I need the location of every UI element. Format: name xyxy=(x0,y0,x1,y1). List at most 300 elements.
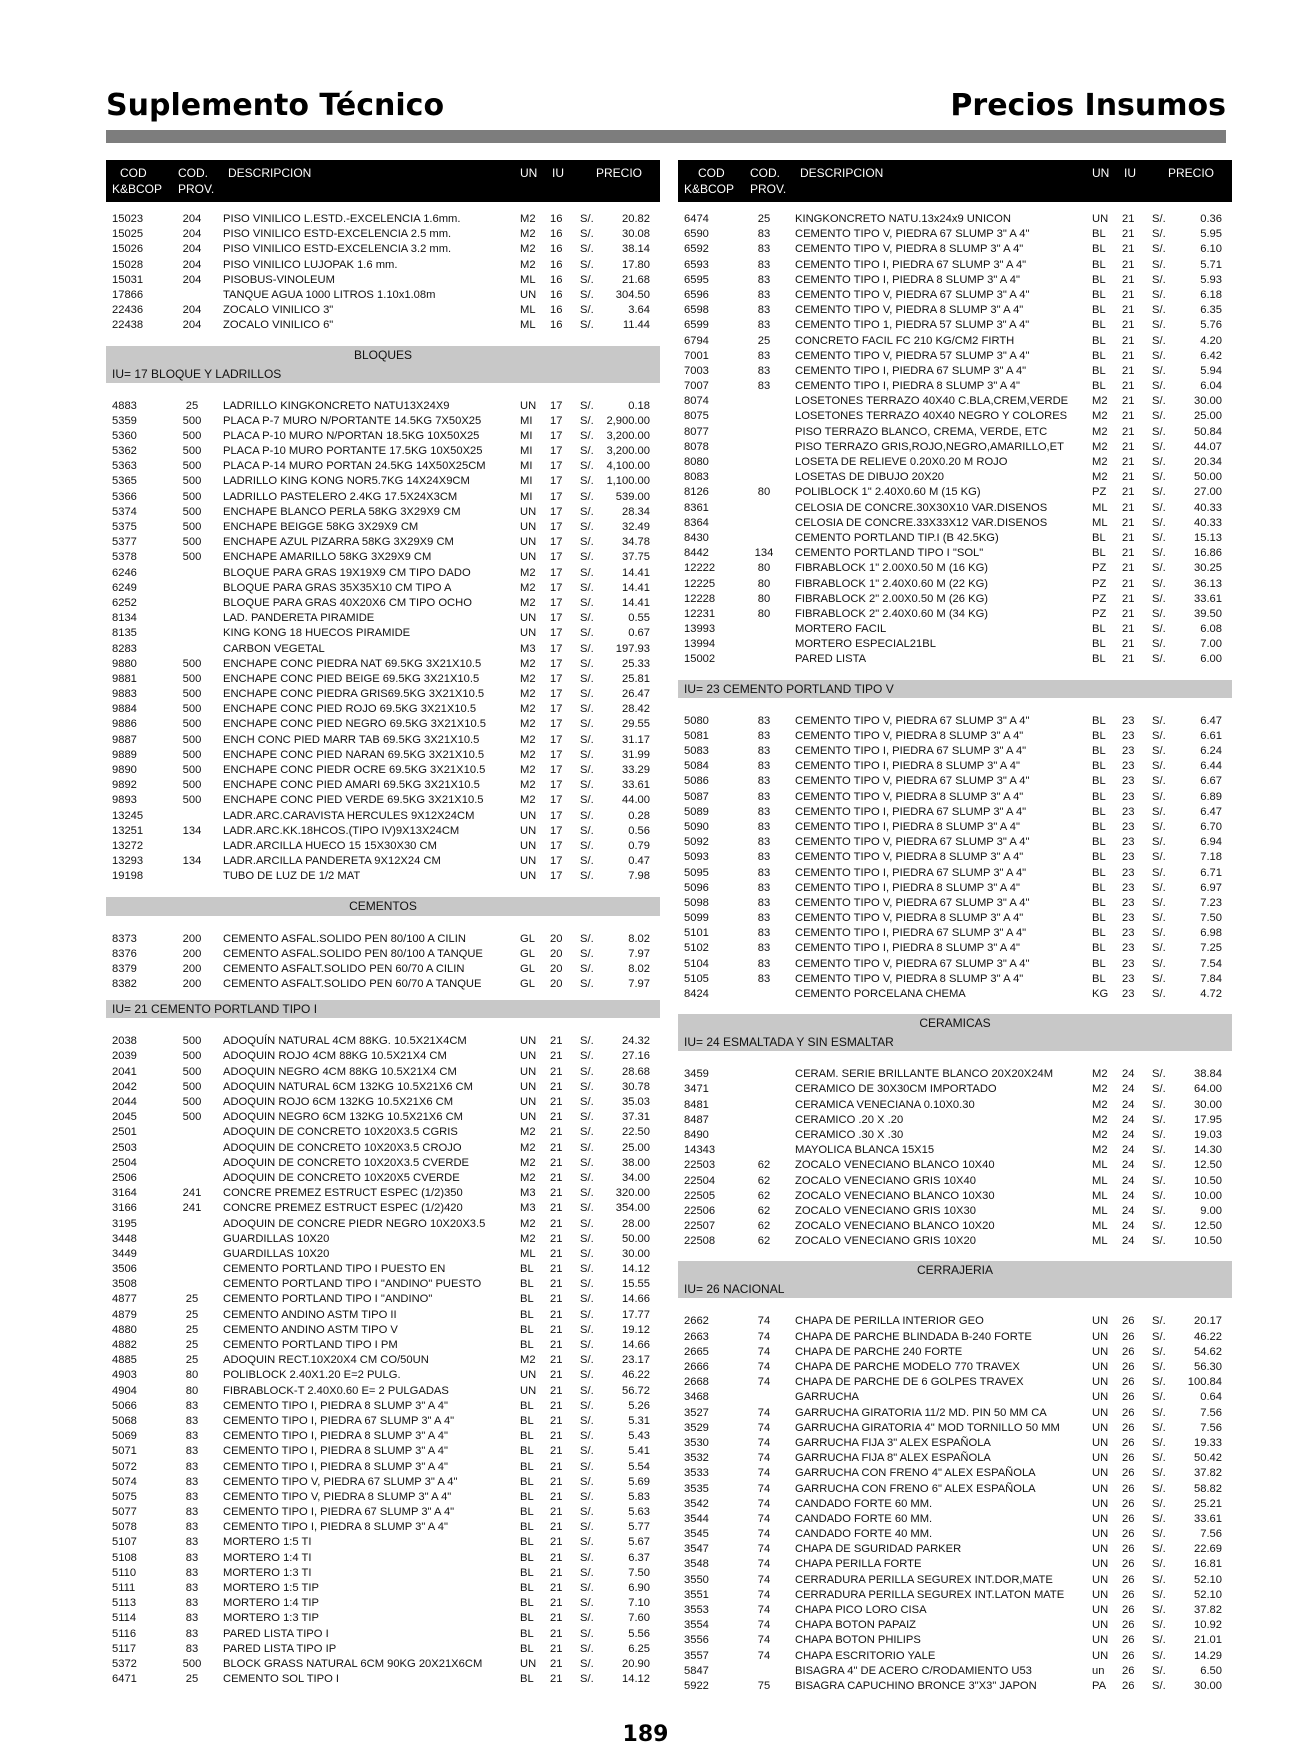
item-description: CELOSIA DE CONCRE.30X30X10 VAR.DISENOS xyxy=(795,501,1048,514)
provider-code: 74 xyxy=(757,1421,771,1434)
table-row xyxy=(106,444,660,459)
iu-index: 21 xyxy=(550,1217,563,1230)
price: 7.00 xyxy=(1200,638,1222,651)
provider-code: 83 xyxy=(757,258,771,271)
item-code: 6794 xyxy=(684,334,709,347)
unit: M2 xyxy=(520,1217,536,1230)
provider-code: 134 xyxy=(754,547,774,560)
provider-code: 500 xyxy=(182,1035,202,1048)
unit: BL xyxy=(1092,927,1106,940)
item-description: CEMENTO TIPO I, PIEDRA 67 SLUMP 3" A 4" xyxy=(795,745,1027,757)
item-description: CEMENTO PORTLAND TIP.I (B 42.5KG) xyxy=(795,531,999,544)
item-code: 22438 xyxy=(112,319,144,332)
table-row xyxy=(106,550,660,565)
item-code: 5090 xyxy=(684,820,709,833)
price: 37.75 xyxy=(622,551,650,564)
price: 6.61 xyxy=(1200,729,1222,742)
item-code: 2504 xyxy=(112,1156,137,1169)
col-iu-header: IU xyxy=(552,166,564,180)
table-row xyxy=(106,702,660,717)
unit: BL xyxy=(520,1399,534,1412)
price: 0.55 xyxy=(628,612,650,625)
provider-code: 500 xyxy=(182,657,202,670)
iu-index: 26 xyxy=(1122,1588,1135,1601)
currency: S/. xyxy=(1152,501,1166,514)
provider-code: 25 xyxy=(757,334,771,347)
unit: ML xyxy=(520,319,536,332)
price: 30.25 xyxy=(1194,562,1222,575)
iu-index: 26 xyxy=(1122,1345,1135,1358)
unit: MI xyxy=(520,475,533,488)
price: 30.00 xyxy=(1194,1098,1222,1111)
item-description: CHAPA DE SGURIDAD PARKER xyxy=(795,1543,962,1556)
currency: S/. xyxy=(1152,516,1166,529)
unit: M3 xyxy=(520,1202,536,1215)
provider-code: 74 xyxy=(757,1604,771,1616)
currency: S/. xyxy=(580,1065,594,1078)
currency: S/. xyxy=(580,1384,594,1397)
item-description: KINGKONCRETO NATU.13x24x9 UNICON xyxy=(795,213,1011,225)
item-code: 8487 xyxy=(684,1113,709,1126)
price: 22.69 xyxy=(1194,1543,1222,1556)
iu-index: 17 xyxy=(550,399,563,412)
iu-index: 23 xyxy=(1122,775,1135,788)
currency: S/. xyxy=(580,612,594,625)
currency: S/. xyxy=(580,1597,594,1610)
provider-code: 83 xyxy=(757,896,771,909)
item-description: CEMENTO PORCELANA CHEMA xyxy=(795,988,966,1000)
item-code: 15002 xyxy=(684,653,716,666)
unit: KG xyxy=(1092,988,1109,1000)
table-row xyxy=(106,869,660,884)
currency: S/. xyxy=(1152,729,1166,742)
item-description: PISO VINILICO ESTD-EXCELENCIA 3.2 mm. xyxy=(223,243,452,256)
provider-code: 83 xyxy=(757,957,771,970)
item-description: ZOCALO VENECIANO GRIS 10X20 xyxy=(795,1235,976,1248)
currency: S/. xyxy=(580,1141,594,1154)
provider-code: 83 xyxy=(185,1536,199,1549)
price: 6.18 xyxy=(1200,288,1222,301)
unit: BL xyxy=(1092,334,1106,347)
item-code: 2038 xyxy=(112,1035,137,1048)
provider-code: 25 xyxy=(185,1673,199,1686)
table-row xyxy=(106,733,660,748)
header-divider xyxy=(106,130,1226,143)
col-cod-header: COD xyxy=(120,166,147,180)
item-code: 4879 xyxy=(112,1308,137,1321)
provider-code: 83 xyxy=(185,1460,199,1473)
col-prov-header-sub: PROV. xyxy=(750,182,787,196)
item-code: 4903 xyxy=(112,1369,137,1382)
item-description: BLOCK GRASS NATURAL 6CM 90KG 20X21X6CM xyxy=(223,1657,483,1670)
table-row xyxy=(678,1330,1232,1345)
item-code: 3529 xyxy=(684,1421,709,1434)
item-code: 9893 xyxy=(112,794,137,807)
unit: BL xyxy=(1092,273,1106,286)
item-description: GARRUCHA GIRATORIA 11/2 MD. PIN 50 MM CA xyxy=(795,1406,1047,1419)
unit: M3 xyxy=(520,1187,536,1200)
currency: S/. xyxy=(1152,1159,1166,1172)
item-description: MAYOLICA BLANCA 15X15 xyxy=(795,1144,935,1157)
item-description: CEMENTO TIPO V, PIEDRA 8 SLUMP 3" A 4" xyxy=(795,243,1024,256)
unit: M2 xyxy=(520,243,536,256)
iu-index: 17 xyxy=(550,779,563,792)
unit: GL xyxy=(520,932,535,945)
currency: S/. xyxy=(1152,1330,1166,1343)
price: 3,200.00 xyxy=(606,445,650,458)
table-row xyxy=(678,1314,1232,1329)
table-row xyxy=(106,474,660,489)
item-code: 3548 xyxy=(684,1558,709,1571)
table-row xyxy=(678,941,1232,956)
price: 7.98 xyxy=(628,870,650,883)
unit: GL xyxy=(520,947,535,960)
table-row xyxy=(678,805,1232,820)
unit: UN xyxy=(520,855,537,868)
col-cod-header-sub: K&BCOP xyxy=(112,182,163,196)
unit: ML xyxy=(520,304,536,317)
currency: S/. xyxy=(1152,836,1166,849)
unit: BL xyxy=(1092,349,1106,362)
provider-code: 74 xyxy=(757,1315,771,1328)
item-code: 8075 xyxy=(684,410,709,423)
item-description: CEMENTO TIPO V, PIEDRA 8 SLUMP 3" A 4" xyxy=(795,790,1024,803)
provider-code: 500 xyxy=(182,703,202,716)
price: 37.82 xyxy=(1194,1467,1222,1480)
currency: S/. xyxy=(580,1445,594,1458)
currency: S/. xyxy=(580,978,594,991)
unit: M2 xyxy=(520,213,536,225)
item-code: 13994 xyxy=(684,638,716,651)
iu-index: 21 xyxy=(1122,395,1135,408)
item-description: PISO TERRAZO GRIS,ROJO,NEGRO,AMARILLO,ET xyxy=(795,440,1064,453)
price: 7.84 xyxy=(1200,972,1222,985)
price: 20.82 xyxy=(622,213,650,225)
table-row xyxy=(106,1596,660,1611)
item-code: 12228 xyxy=(684,592,716,605)
currency: S/. xyxy=(580,213,594,225)
currency: S/. xyxy=(580,870,594,883)
item-code: 3547 xyxy=(684,1543,709,1556)
table-row xyxy=(106,1551,660,1566)
currency: S/. xyxy=(1152,653,1166,666)
table-row xyxy=(678,866,1232,881)
iu-index: 21 xyxy=(550,1141,563,1154)
price: 16.81 xyxy=(1194,1558,1222,1571)
price: 14.12 xyxy=(622,1263,650,1276)
item-description: ADOQUIN NEGRO 4CM 88KG 10.5X21X4 CM xyxy=(223,1065,457,1078)
table-row xyxy=(678,1679,1232,1694)
iu-index: 26 xyxy=(1122,1573,1135,1586)
unit: UN xyxy=(520,505,537,518)
price: 33.61 xyxy=(622,779,650,792)
iu-index: 26 xyxy=(1122,1436,1135,1449)
item-code: 8080 xyxy=(684,456,709,468)
item-description: ADOQUIN ROJO 6CM 132KG 10.5X21X6 CM xyxy=(223,1096,454,1108)
unit: M2 xyxy=(520,703,536,716)
price: 64.00 xyxy=(1194,1083,1222,1096)
unit: BL xyxy=(520,1339,534,1351)
unit: UN xyxy=(1092,1436,1109,1449)
provider-code: 83 xyxy=(185,1521,199,1534)
iu-index: 21 xyxy=(1122,623,1135,636)
item-description: CEMENTO TIPO I, PIEDRA 8 SLUMP 3" A 4" xyxy=(795,273,1020,286)
provider-code: 134 xyxy=(182,824,202,837)
item-code: 6249 xyxy=(112,581,137,594)
provider-code: 74 xyxy=(757,1482,771,1495)
unit: BL xyxy=(1092,547,1106,560)
unit: BL xyxy=(1092,258,1106,271)
table-row xyxy=(678,303,1232,318)
currency: S/. xyxy=(580,1035,594,1048)
currency: S/. xyxy=(1152,1543,1166,1556)
item-description: CHAPA DE PARCHE 240 FORTE xyxy=(795,1345,963,1358)
item-code: 7003 xyxy=(684,364,709,377)
item-code: 15031 xyxy=(112,273,144,286)
iu-index: 26 xyxy=(1122,1467,1135,1480)
item-description: CEMENTO TIPO I, PIEDRA 67 SLUMP 3" A 4" xyxy=(795,866,1027,879)
provider-code: 62 xyxy=(757,1235,771,1248)
currency: S/. xyxy=(580,288,594,301)
unit: BL xyxy=(520,1642,534,1655)
unit: BL xyxy=(1092,912,1106,925)
item-description: MORTERO 1:4 TIP xyxy=(223,1597,319,1610)
table-row xyxy=(106,793,660,808)
currency: S/. xyxy=(1152,1174,1166,1187)
table-row xyxy=(678,1633,1232,1648)
unit: PA xyxy=(1092,1679,1107,1692)
col-iu-header: IU xyxy=(1124,166,1136,180)
unit: BL xyxy=(520,1445,534,1458)
table-row xyxy=(678,1451,1232,1466)
iu-index: 26 xyxy=(1122,1634,1135,1647)
iu-index: 17 xyxy=(550,703,563,716)
iu-index: 24 xyxy=(1122,1068,1135,1081)
currency: S/. xyxy=(580,1354,594,1367)
currency: S/. xyxy=(580,1323,594,1336)
table-row xyxy=(106,1399,660,1414)
iu-index: 17 xyxy=(550,809,563,822)
table-row xyxy=(678,318,1232,333)
iu-index: 16 xyxy=(550,319,563,332)
item-description: CELOSIA DE CONCRE.33X33X12 VAR.DISENOS xyxy=(795,516,1048,529)
unit: UN xyxy=(520,1369,537,1382)
item-description: CEMENTO TIPO I, PIEDRA 67 SLUMP 3" A 4" xyxy=(223,1506,455,1519)
item-code: 5086 xyxy=(684,775,709,788)
price: 35.03 xyxy=(622,1096,650,1108)
currency: S/. xyxy=(1152,1436,1166,1449)
price: 5.95 xyxy=(1200,228,1222,241)
iu-index: 23 xyxy=(1122,820,1135,833)
currency: S/. xyxy=(580,1657,594,1670)
provider-code: 25 xyxy=(185,1354,199,1367)
item-description: ZOCALO VINILICO 6" xyxy=(223,319,334,332)
table-row xyxy=(678,622,1232,637)
currency: S/. xyxy=(1152,228,1166,241)
col-un-header: UN xyxy=(1092,166,1110,180)
unit: BL xyxy=(1092,304,1106,317)
unit: M2 xyxy=(520,228,536,241)
price: 0.64 xyxy=(1200,1391,1222,1404)
item-description: POLIBLOCK 1" 2.40X0.60 M (15 KG) xyxy=(795,486,981,499)
table-row xyxy=(106,1581,660,1596)
item-description: ADOQUIN NATURAL 6CM 132KG 10.5X21X6 CM xyxy=(223,1080,473,1093)
item-description: ZOCALO VENECIANO BLANCO 10X20 xyxy=(795,1220,995,1233)
table-row xyxy=(678,1128,1232,1143)
currency: S/. xyxy=(580,1263,594,1276)
price: 17.77 xyxy=(622,1308,650,1321)
iu-index: 17 xyxy=(550,672,563,685)
price: 25.21 xyxy=(1194,1497,1222,1510)
iu-index: 24 xyxy=(1122,1189,1135,1202)
item-description: MORTERO ESPECIAL21BL xyxy=(795,638,936,651)
table-row xyxy=(678,957,1232,972)
table-row xyxy=(106,657,660,672)
unit: M2 xyxy=(1092,410,1108,423)
currency: S/. xyxy=(580,627,594,640)
item-description: CHAPA PICO LORO CISA xyxy=(795,1604,927,1616)
iu-index: 17 xyxy=(550,414,563,427)
item-code: 9890 xyxy=(112,764,137,776)
item-description: CHAPA DE PARCHE MODELO 770 TRAVEX xyxy=(795,1361,1020,1373)
unit: MI xyxy=(520,429,533,442)
item-code: 2039 xyxy=(112,1050,137,1063)
currency: S/. xyxy=(1152,1421,1166,1434)
price: 5.67 xyxy=(628,1536,650,1549)
item-code: 5068 xyxy=(112,1414,137,1427)
item-code: 22507 xyxy=(684,1220,716,1233)
item-description: PARED LISTA TIPO I xyxy=(223,1627,329,1640)
currency: S/. xyxy=(1152,1664,1166,1677)
table-row xyxy=(678,409,1232,424)
provider-code: 83 xyxy=(185,1612,199,1625)
item-description: CEMENTO TIPO 1, PIEDRA 57 SLUMP 3" A 4" xyxy=(795,319,1030,332)
unit: BL xyxy=(1092,836,1106,849)
item-code: 5078 xyxy=(112,1521,137,1534)
price: 6.50 xyxy=(1200,1664,1222,1677)
iu-index: 17 xyxy=(550,566,563,579)
unit: BL xyxy=(520,1263,534,1276)
provider-code: 62 xyxy=(757,1204,771,1217)
item-description: ADOQUIN DE CONCRETO 10X20X3.5 CROJO xyxy=(223,1141,462,1154)
currency: S/. xyxy=(1152,213,1166,225)
item-description: CEMENTO TIPO V, PIEDRA 67 SLUMP 3" A 4" xyxy=(795,836,1030,849)
table-row xyxy=(678,744,1232,759)
currency: S/. xyxy=(1152,364,1166,377)
table-row xyxy=(678,1158,1232,1173)
iu-26-header: IU= 26 NACIONAL xyxy=(678,1280,1232,1298)
currency: S/. xyxy=(580,947,594,960)
price: 7.23 xyxy=(1200,896,1222,909)
iu-index: 17 xyxy=(550,551,563,564)
price: 7.56 xyxy=(1200,1406,1222,1419)
iu-index: 24 xyxy=(1122,1204,1135,1217)
unit: BL xyxy=(520,1460,534,1473)
item-description: CEMENTO TIPO I, PIEDRA 67 SLUMP 3" A 4" xyxy=(223,1414,455,1427)
table-row xyxy=(678,1588,1232,1603)
unit: BL xyxy=(1092,243,1106,256)
item-description: CEMENTO ASFAL.SOLIDO PEN 80/100 A CILIN xyxy=(223,932,466,945)
provider-code: 500 xyxy=(182,779,202,792)
item-description: MORTERO 1:5 TIP xyxy=(223,1582,319,1594)
iu-index: 17 xyxy=(550,536,563,549)
iu-index: 21 xyxy=(550,1080,563,1093)
currency: S/. xyxy=(1152,1189,1166,1202)
currency: S/. xyxy=(1152,1144,1166,1157)
currency: S/. xyxy=(580,932,594,945)
item-description: GARRUCHA xyxy=(795,1391,860,1404)
provider-code: 500 xyxy=(182,733,202,746)
item-description: LOSETA DE RELIEVE 0.20X0.20 M ROJO xyxy=(795,456,1008,468)
item-code: 5075 xyxy=(112,1490,137,1503)
unit: UN xyxy=(1092,1528,1109,1541)
currency: S/. xyxy=(580,1506,594,1519)
item-code: 3556 xyxy=(684,1634,709,1647)
price: 3.64 xyxy=(628,304,650,317)
iu-index: 16 xyxy=(550,228,563,241)
unit: PZ xyxy=(1092,486,1107,499)
table-row xyxy=(106,429,660,444)
item-code: 8490 xyxy=(684,1128,709,1141)
item-description: CEMENTO TIPO I, PIEDRA 8 SLUMP 3" A 4" xyxy=(223,1460,448,1473)
iu-index: 17 xyxy=(550,505,563,518)
table-row xyxy=(106,1217,660,1232)
iu-index: 17 xyxy=(550,612,563,625)
provider-code: 83 xyxy=(757,714,771,727)
item-code: 7007 xyxy=(684,380,709,393)
item-description: ENCHAPE AZUL PIZARRA 58KG 3X29X9 CM xyxy=(223,536,454,549)
provider-code: 74 xyxy=(757,1330,771,1343)
provider-code: 83 xyxy=(757,881,771,894)
currency: S/. xyxy=(1152,562,1166,575)
item-code: 9886 xyxy=(112,718,137,731)
price: 6.89 xyxy=(1200,790,1222,803)
price: 5.31 xyxy=(628,1414,650,1427)
unit: BL xyxy=(520,1278,534,1291)
currency: S/. xyxy=(580,1308,594,1321)
unit: M2 xyxy=(520,718,536,731)
table-row xyxy=(106,1429,660,1444)
table-row xyxy=(106,1323,660,1338)
item-description: LOSETONES TERRAZO 40X40 NEGRO Y COLORES xyxy=(795,410,1068,423)
iu-index: 26 xyxy=(1122,1497,1135,1510)
iu-index: 23 xyxy=(1122,942,1135,955)
unit: MI xyxy=(520,445,533,458)
currency: S/. xyxy=(580,1536,594,1549)
currency: S/. xyxy=(1152,1376,1166,1389)
item-code: 5372 xyxy=(112,1657,137,1670)
item-description: CEMENTO TIPO V, PIEDRA 8 SLUMP 3" A 4" xyxy=(795,304,1024,317)
currency: S/. xyxy=(1152,1113,1166,1126)
col-un-header: UN xyxy=(520,166,538,180)
item-description: FIBRABLOCK 2" 2.00X0.50 M (26 KG) xyxy=(795,592,988,605)
item-description: CEMENTO TIPO V, PIEDRA 67 SLUMP 3" A 4" xyxy=(795,714,1030,727)
iu-index: 21 xyxy=(550,1582,563,1594)
price: 10.00 xyxy=(1194,1189,1222,1202)
price: 7.56 xyxy=(1200,1528,1222,1541)
page-number: 189 xyxy=(622,1722,669,1747)
item-description: ADOQUIN ROJO 4CM 88KG 10.5X21X4 CM xyxy=(223,1050,447,1063)
item-code: 5092 xyxy=(684,836,709,849)
unit: UN xyxy=(1092,213,1109,225)
unit: UN xyxy=(1092,1391,1109,1404)
item-code: 3544 xyxy=(684,1512,709,1525)
price: 1,100.00 xyxy=(606,475,650,488)
table-row xyxy=(106,258,660,273)
price-list xyxy=(678,714,1232,1003)
iu-index: 21 xyxy=(550,1597,563,1610)
unit: BL xyxy=(1092,851,1106,864)
